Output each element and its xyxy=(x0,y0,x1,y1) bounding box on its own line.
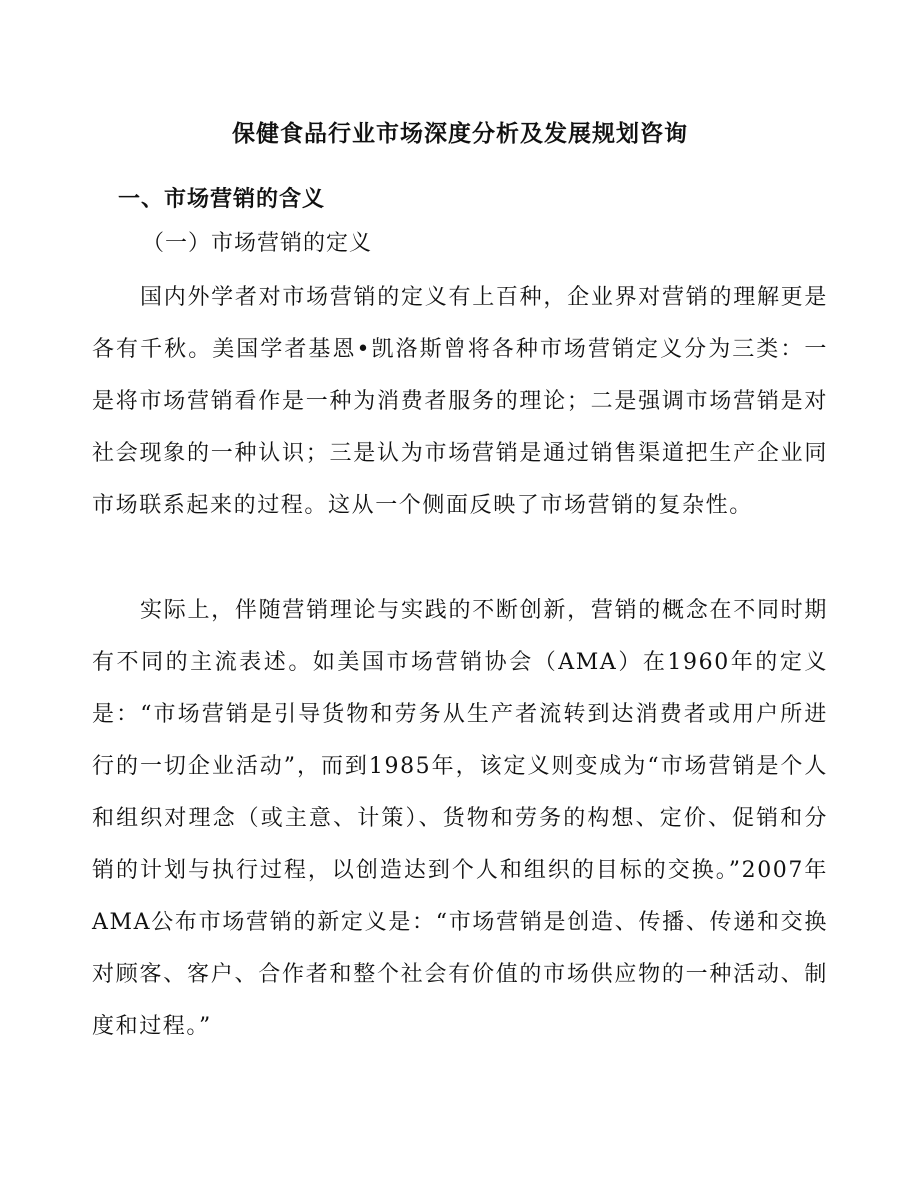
body-paragraph: 实际上，伴随营销理论与实践的不断创新，营销的概念在不同时期有不同的主流表述。如美国市场营销协会（AMA）在1960年的定义是：“市场营销是引导货物和劳务从生产者流转到达消费者或用户所进行的一切企业活动”，而到1985年，该定义则变成为“市场营销是个人和组织对理念（或主意、计策）、货物和劳务的构想、定价、促销和分销的计划与执行过程，以创造达到个人和组织的目标的交换。”2007年AMA公布市场营销的新定义是：“市场营销是创造、传播、传递和交换对顾客、客户、合作者和整个社会有价值的市场供应物的一种活动、制度和过程。” xyxy=(92,598,828,1039)
section-heading: 一、市场营销的含义 xyxy=(118,186,326,212)
body-paragraph: 国内外学者对市场营销的定义有上百种，企业界对营销的理解更是各有千秋。美国学者基恩•凯洛斯曾将各种市场营销定义分为三类：一是将市场营销看作是一种为消费者服务的理论；二是强调市场营销是对社会现象的一种认识；三是认为市场营销是通过销售渠道把生产企业同市场联系起来的过程。这从一个侧面反映了市场营销的复杂性。 xyxy=(92,285,828,518)
document-title: 保健食品行业市场深度分析及发展规划咨询 xyxy=(232,120,688,147)
subsection-heading: （一）市场营销的定义 xyxy=(142,231,373,256)
